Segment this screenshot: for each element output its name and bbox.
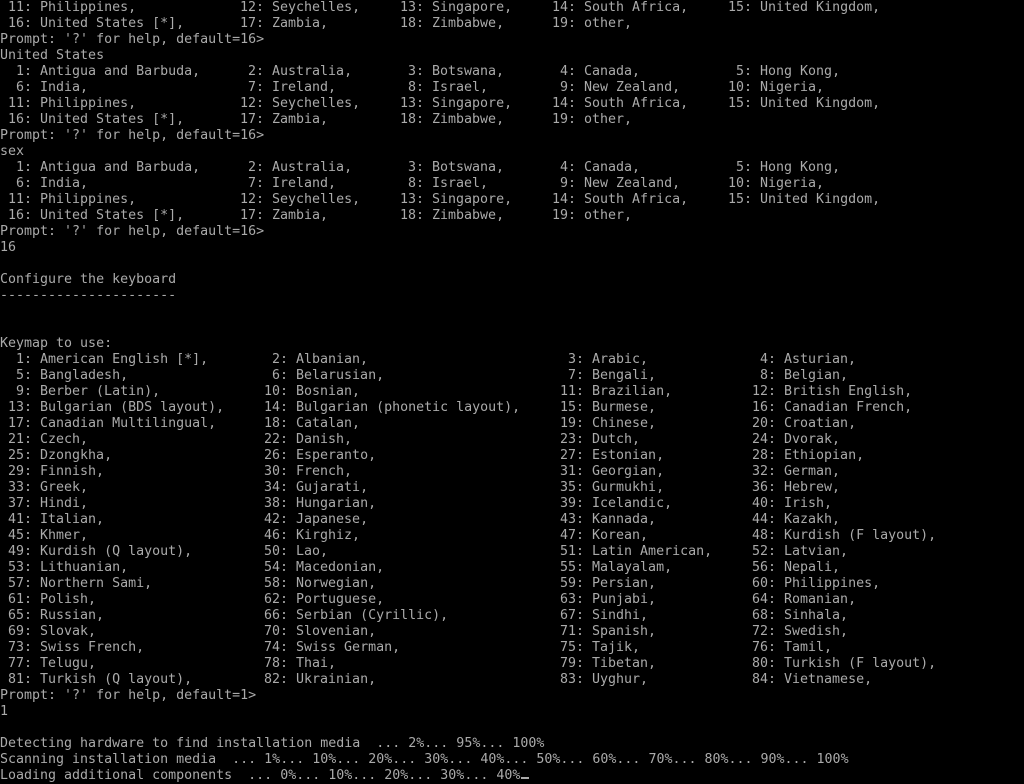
list-row xyxy=(0,464,1024,480)
keymap-option: 28: Ethiopian, xyxy=(752,448,865,463)
keymap-option: 46: Kirghiz, xyxy=(264,528,361,543)
keymap-option: 9: Berber (Latin), xyxy=(16,384,161,399)
loading-progress-text: Loading additional components ... 0%... 10%... 20%... 30%... 40% xyxy=(0,768,521,783)
keymap-option: 65: Russian, xyxy=(8,608,105,623)
section-heading: Configure the keyboard xyxy=(0,272,177,287)
keymap-option: 56: Nepali, xyxy=(752,560,841,575)
keymap-option: 82: Ukrainian, xyxy=(264,672,377,687)
country-option: 19: other, xyxy=(552,208,633,223)
country-option: 6: India, xyxy=(16,80,89,95)
list-row xyxy=(0,16,1024,32)
loading-progress-line xyxy=(0,768,1024,784)
country-option: 14: South Africa, xyxy=(552,0,689,15)
country-option: 7: Ireland, xyxy=(248,80,337,95)
scan-progress-line: Scanning installation media ... 1%... 10%... 20%... 30%... 40%... 50%... 60%... 70%... 80%... 90%... 100% xyxy=(0,752,849,767)
keymap-option: 51: Latin American, xyxy=(560,544,713,559)
country-option: 15: United Kingdom, xyxy=(728,192,881,207)
keymap-option: 64: Romanian, xyxy=(752,592,857,607)
country-option: 10: Nigeria, xyxy=(728,80,825,95)
country-option: 4: Canada, xyxy=(560,160,641,175)
keymap-option: 52: Latvian, xyxy=(752,544,849,559)
country-option: 2: Australia, xyxy=(248,160,353,175)
keymap-option: 76: Tamil, xyxy=(752,640,833,655)
keymap-option: 48: Kurdish (F layout), xyxy=(752,528,937,543)
keymap-option: 43: Kannada, xyxy=(560,512,657,527)
keymap-option: 70: Slovenian, xyxy=(264,624,377,639)
keymap-option: 8: Belgian, xyxy=(760,368,849,383)
keymap-option: 32: German, xyxy=(752,464,841,479)
country-option: 16: United States [*], xyxy=(8,208,185,223)
country-option: 9: New Zealand, xyxy=(560,176,681,191)
country-option: 17: Zambia, xyxy=(240,112,329,127)
keymap-option: 10: Bosnian, xyxy=(264,384,361,399)
keymap-option: 59: Persian, xyxy=(560,576,657,591)
keymap-option: 14: Bulgarian (phonetic layout), xyxy=(264,400,521,415)
list-row xyxy=(0,352,1024,368)
keymap-option: 47: Korean, xyxy=(560,528,649,543)
keymap-option: 60: Philippines, xyxy=(752,576,881,591)
country-option: 12: Seychelles, xyxy=(240,96,361,111)
keymap-option: 71: Spanish, xyxy=(560,624,657,639)
keymap-option: 4: Asturian, xyxy=(760,352,857,367)
keymap-option: 31: Georgian, xyxy=(560,464,665,479)
country-option: 16: United States [*], xyxy=(8,16,185,31)
keymap-option: 55: Malayalam, xyxy=(560,560,673,575)
keymap-option: 6: Belarusian, xyxy=(272,368,385,383)
keymap-option: 3: Arabic, xyxy=(568,352,649,367)
list-row xyxy=(0,528,1024,544)
text-cursor xyxy=(521,777,529,779)
keymap-option: 26: Esperanto, xyxy=(264,448,377,463)
keymap-option: 5: Bangladesh, xyxy=(16,368,129,383)
country-option: 14: South Africa, xyxy=(552,192,689,207)
keymap-option: 34: Gujarati, xyxy=(264,480,369,495)
keymap-option: 83: Uyghur, xyxy=(560,672,649,687)
typed-input: 16 xyxy=(0,240,17,255)
keymap-option: 13: Bulgarian (BDS layout), xyxy=(8,400,225,415)
keymap-list xyxy=(0,352,1024,688)
list-row xyxy=(0,608,1024,624)
country-option: 8: Israel, xyxy=(408,176,489,191)
country-option: 5: Hong Kong, xyxy=(736,160,841,175)
country-option: 17: Zambia, xyxy=(240,208,329,223)
prompt-line: Prompt: '?' for help, default=16> xyxy=(0,128,265,143)
list-row xyxy=(0,112,1024,128)
country-option: 15: United Kingdom, xyxy=(728,96,881,111)
keymap-option: 77: Telugu, xyxy=(8,656,97,671)
keymap-option: 57: Northern Sami, xyxy=(8,576,153,591)
list-row xyxy=(0,560,1024,576)
list-row xyxy=(0,496,1024,512)
blank-line xyxy=(0,720,1024,736)
list-row xyxy=(0,80,1024,96)
keymap-option: 69: Slovak, xyxy=(8,624,97,639)
keymap-option: 66: Serbian (Cyrillic), xyxy=(264,608,449,623)
country-option: 13: Singapore, xyxy=(400,96,513,111)
country-option: 5: Hong Kong, xyxy=(736,64,841,79)
list-row xyxy=(0,192,1024,208)
keymap-option: 50: Lao, xyxy=(264,544,329,559)
keymap-option: 40: Irish, xyxy=(752,496,833,511)
keymap-option: 62: Portuguese, xyxy=(264,592,385,607)
keymap-option: 2: Albanian, xyxy=(272,352,369,367)
keymap-option: 25: Dzongkha, xyxy=(8,448,113,463)
prompt-line: Prompt: '?' for help, default=1> xyxy=(0,688,257,703)
list-row xyxy=(0,624,1024,640)
keymap-option: 36: Hebrew, xyxy=(752,480,841,495)
keymap-option: 72: Swedish, xyxy=(752,624,849,639)
keymap-option: 78: Thai, xyxy=(264,656,337,671)
country-option: 1: Antigua and Barbuda, xyxy=(16,160,201,175)
keymap-option: 20: Croatian, xyxy=(752,416,857,431)
list-row xyxy=(0,416,1024,432)
country-option: 7: Ireland, xyxy=(248,176,337,191)
list-row xyxy=(0,96,1024,112)
keymap-option: 53: Lithuanian, xyxy=(8,560,129,575)
typed-input: sex xyxy=(0,144,25,159)
keymap-option: 21: Czech, xyxy=(8,432,89,447)
country-list xyxy=(0,160,1024,224)
country-option: 13: Singapore, xyxy=(400,0,513,15)
keymap-option: 79: Tibetan, xyxy=(560,656,657,671)
list-row xyxy=(0,0,1024,16)
list-row xyxy=(0,208,1024,224)
typed-input: 1 xyxy=(0,704,9,719)
list-row xyxy=(0,656,1024,672)
country-option: 2: Australia, xyxy=(248,64,353,79)
keymap-label: Keymap to use: xyxy=(0,336,113,351)
keymap-option: 81: Turkish (Q layout), xyxy=(8,672,193,687)
blank-line xyxy=(0,256,1024,272)
keymap-option: 29: Finnish, xyxy=(8,464,105,479)
keymap-option: 19: Chinese, xyxy=(560,416,657,431)
country-option: 3: Botswana, xyxy=(408,64,505,79)
prompt-line: Prompt: '?' for help, default=16> xyxy=(0,224,265,239)
keymap-option: 27: Estonian, xyxy=(560,448,665,463)
keymap-option: 15: Burmese, xyxy=(560,400,657,415)
country-option: 6: India, xyxy=(16,176,89,191)
country-option: 19: other, xyxy=(552,16,633,31)
blank-line xyxy=(0,320,1024,336)
keymap-option: 24: Dvorak, xyxy=(752,432,841,447)
country-option: 3: Botswana, xyxy=(408,160,505,175)
country-option: 15: United Kingdom, xyxy=(728,0,881,15)
list-row xyxy=(0,176,1024,192)
keymap-option: 61: Polish, xyxy=(8,592,97,607)
keymap-option: 38: Hungarian, xyxy=(264,496,377,511)
country-option: 13: Singapore, xyxy=(400,192,513,207)
keymap-option: 12: British English, xyxy=(752,384,913,399)
list-row xyxy=(0,432,1024,448)
keymap-option: 39: Icelandic, xyxy=(560,496,673,511)
keymap-option: 49: Kurdish (Q layout), xyxy=(8,544,193,559)
country-option: 17: Zambia, xyxy=(240,16,329,31)
keymap-option: 75: Tajik, xyxy=(560,640,641,655)
country-option: 14: South Africa, xyxy=(552,96,689,111)
list-row xyxy=(0,400,1024,416)
keymap-option: 37: Hindi, xyxy=(8,496,89,511)
keymap-option: 42: Japanese, xyxy=(264,512,369,527)
keymap-option: 33: Greek, xyxy=(8,480,89,495)
section-underline: ---------------------- xyxy=(0,288,177,303)
keymap-option: 35: Gurmukhi, xyxy=(560,480,665,495)
keymap-option: 44: Kazakh, xyxy=(752,512,841,527)
keymap-option: 45: Khmer, xyxy=(8,528,89,543)
country-list xyxy=(0,64,1024,128)
list-row xyxy=(0,384,1024,400)
list-row xyxy=(0,160,1024,176)
keymap-option: 63: Punjabi, xyxy=(560,592,657,607)
keymap-option: 54: Macedonian, xyxy=(264,560,385,575)
keymap-option: 73: Swiss French, xyxy=(8,640,145,655)
list-row xyxy=(0,480,1024,496)
keymap-option: 74: Swiss German, xyxy=(264,640,401,655)
country-option: 12: Seychelles, xyxy=(240,0,361,15)
country-option: 11: Philippines, xyxy=(8,96,137,111)
list-row xyxy=(0,544,1024,560)
country-option: 18: Zimbabwe, xyxy=(400,208,505,223)
prompt-line: Prompt: '?' for help, default=16> xyxy=(0,32,265,47)
blank-line xyxy=(0,304,1024,320)
list-row xyxy=(0,592,1024,608)
list-row xyxy=(0,576,1024,592)
keymap-option: 11: Brazilian, xyxy=(560,384,673,399)
country-option: 19: other, xyxy=(552,112,633,127)
country-option: 16: United States [*], xyxy=(8,112,185,127)
list-row xyxy=(0,448,1024,464)
country-option: 11: Philippines, xyxy=(8,192,137,207)
list-row xyxy=(0,64,1024,80)
country-option: 18: Zimbabwe, xyxy=(400,16,505,31)
keymap-option: 80: Turkish (F layout), xyxy=(752,656,937,671)
keymap-option: 18: Catalan, xyxy=(264,416,361,431)
country-option: 9: New Zealand, xyxy=(560,80,681,95)
keymap-option: 17: Canadian Multilingual, xyxy=(8,416,217,431)
keymap-option: 41: Italian, xyxy=(8,512,105,527)
list-row xyxy=(0,640,1024,656)
country-option: 18: Zimbabwe, xyxy=(400,112,505,127)
detect-progress-line: Detecting hardware to find installation media ... 2%... 95%... 100% xyxy=(0,736,545,751)
country-option: 10: Nigeria, xyxy=(728,176,825,191)
keymap-option: 67: Sindhi, xyxy=(560,608,649,623)
keymap-option: 58: Norwegian, xyxy=(264,576,377,591)
keymap-option: 1: American English [*], xyxy=(16,352,209,367)
keymap-option: 30: French, xyxy=(264,464,353,479)
keymap-option: 68: Sinhala, xyxy=(752,608,849,623)
keymap-option: 16: Canadian French, xyxy=(752,400,913,415)
country-option: 11: Philippines, xyxy=(8,0,137,15)
keymap-option: 22: Danish, xyxy=(264,432,353,447)
country-option: 1: Antigua and Barbuda, xyxy=(16,64,201,79)
keymap-option: 7: Bengali, xyxy=(568,368,657,383)
country-option: 12: Seychelles, xyxy=(240,192,361,207)
list-row xyxy=(0,368,1024,384)
typed-input: United States xyxy=(0,48,105,63)
country-list-top xyxy=(0,0,1024,32)
keymap-option: 23: Dutch, xyxy=(560,432,641,447)
list-row xyxy=(0,672,1024,688)
country-option: 4: Canada, xyxy=(560,64,641,79)
list-row xyxy=(0,512,1024,528)
keymap-option: 84: Vietnamese, xyxy=(752,672,873,687)
country-option: 8: Israel, xyxy=(408,80,489,95)
